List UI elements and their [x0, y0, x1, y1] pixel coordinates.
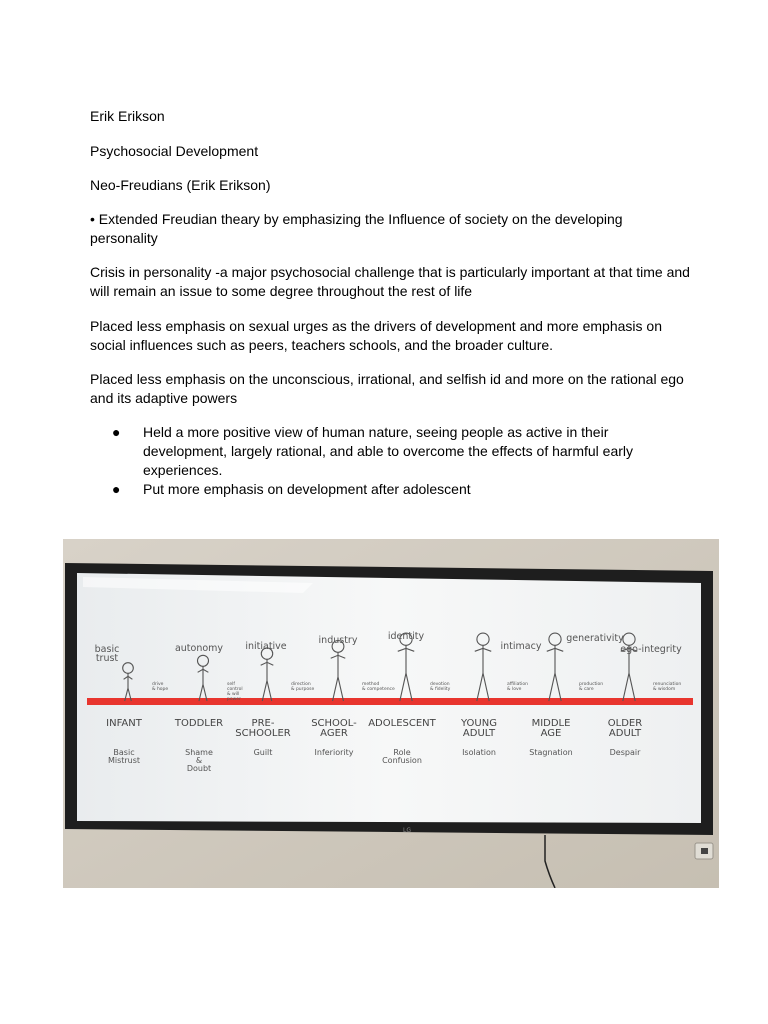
list-item [112, 423, 672, 480]
stage-label: SCHOOL- [311, 718, 357, 729]
bullet-text: Held a more positive view of human nature, seeing people as active in their development, largely rational, and able to overcome the effects of harmful early experiences. [143, 424, 634, 478]
virtue-label: identity [387, 631, 425, 642]
list-item [112, 480, 672, 499]
paragraph-rational-ego: Placed less emphasis on the unconscious, irrational, and selfish id and more on the rational ego and its adaptive powers [90, 371, 684, 406]
paragraph-extended-theory: • Extended Freudian theary by emphasizing the Influence of society on the developing personality [90, 211, 623, 246]
crisis-label: Mistrust [107, 756, 141, 765]
strength-label: method [362, 682, 380, 687]
strength-label: & purpose [291, 687, 315, 692]
virtue-label: trust [95, 653, 119, 664]
strength-label: renunciation [653, 682, 682, 687]
document-title: Erik Erikson [90, 108, 165, 124]
stage-label: MIDDLE [531, 718, 571, 729]
strength-label: & hope [152, 687, 169, 692]
bullet-text: Put more emphasis on development after adolescent [143, 481, 471, 497]
crisis-label: Despair [609, 748, 641, 757]
strength-label: drive [152, 682, 164, 687]
virtue-label: ego-integrity [620, 644, 682, 655]
crisis-label: Stagnation [529, 748, 573, 757]
bullet-dot: ● [112, 424, 121, 440]
strength-label: & love [507, 687, 522, 692]
virtue-label: industry [318, 635, 358, 646]
crisis-label: Guilt [253, 748, 273, 757]
strength-label: & care [579, 687, 594, 692]
stage-label: AGE [540, 728, 562, 739]
stage-label: SCHOOLER [235, 728, 291, 739]
strength-label: affiliation [507, 682, 528, 687]
strength-label: power [227, 697, 241, 702]
crisis-label: Inferiority [314, 748, 354, 757]
section-heading: Neo-Freudians (Erik Erikson) [90, 177, 271, 193]
paragraph-crisis: Crisis in personality -a major psychosocial challenge that is particularly important at that time and will remain an issue to some degree throughout the rest of life [90, 264, 690, 299]
stage-label: TODDLER [174, 718, 224, 729]
crisis-label: Shame [185, 748, 213, 757]
virtue-label: generativity [566, 633, 624, 644]
virtue-label: basic [94, 644, 120, 655]
document-subtitle: Psychosocial Development [90, 143, 259, 159]
bullet-list [112, 423, 672, 499]
strength-label: production [579, 682, 604, 687]
stage-label: YOUNG [461, 718, 497, 729]
strength-label: direction [291, 682, 311, 687]
strength-label: & fidelity [430, 687, 451, 692]
crisis-label: Doubt [186, 764, 212, 773]
strength-label: & will [227, 692, 240, 697]
bullet-dot: ● [112, 481, 121, 497]
strength-label: self [227, 682, 235, 687]
strength-label: & wisdom [653, 687, 676, 692]
crisis-label: Isolation [462, 748, 496, 757]
outlet-plug [701, 848, 708, 854]
crisis-label: & [195, 756, 203, 765]
stage-label: AGER [320, 728, 348, 739]
strength-label: devotion [430, 682, 450, 687]
stage-label: ADULT [462, 728, 496, 739]
timeline-red-band [87, 698, 693, 705]
stage-label: ADOLESCENT [368, 718, 436, 729]
virtue-label: autonomy [174, 643, 224, 654]
crisis-label: Confusion [382, 756, 422, 765]
crisis-label: Role [393, 748, 411, 757]
tv-brand-logo: LG [403, 827, 411, 834]
virtue-label: intimacy [500, 641, 542, 652]
stage-label: INFANT [106, 718, 142, 729]
virtue-label: initiative [245, 641, 287, 652]
paragraph-social-influences: Placed less emphasis on sexual urges as the drivers of development and more emphasis on social influences such as peers, teachers schools, and the broader culture. [90, 318, 662, 353]
strength-label: & competence [362, 687, 395, 692]
stage-label: OLDER [607, 718, 643, 729]
strength-label: control [227, 687, 243, 692]
crisis-label: Basic [113, 748, 135, 757]
stage-label: ADULT [608, 728, 642, 739]
tv-screen-photo [63, 539, 719, 888]
stage-label: PRE- [251, 718, 275, 729]
